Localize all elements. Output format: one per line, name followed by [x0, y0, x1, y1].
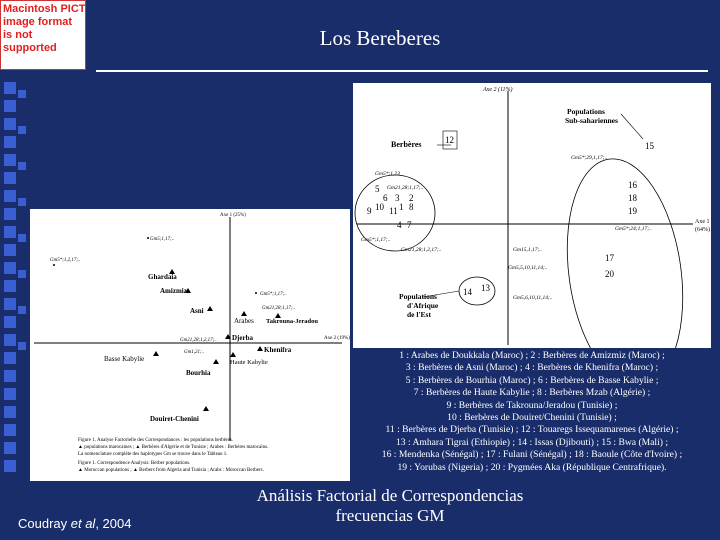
population-marker-basse-kabylie	[153, 351, 159, 356]
strip-square	[4, 136, 16, 148]
bottom-title	[240, 486, 540, 526]
strip-square	[4, 226, 16, 238]
legend-line: 1 : Arabes de Doukkala (Maroc) ; 2 : Berbères de Amizmiz (Maroc) ;	[399, 350, 665, 361]
strip-square	[4, 424, 16, 436]
figure-caption-line: ▲ Moroccan populations ; ▲ Berbers from Algeria and Tunisia ; Arabs : Moroccan Berbers.	[78, 468, 264, 473]
legend-line: 16 : Mendenka (Sénégal) ; 17 : Fulani (Sénégal) ; 18 : Baoule (Côte d'Ivoire) ;	[381, 449, 683, 461]
population-label-takrouna: Takrouna-Jeradou	[266, 318, 319, 325]
decorative-strip	[0, 70, 26, 540]
population-label-amizmiz: Amizmiz	[160, 287, 187, 295]
strip-square-small	[18, 162, 26, 170]
haplotype-label: Gm21,28;1,17;..	[262, 306, 296, 311]
strip-square-small	[18, 234, 26, 242]
strip-square	[4, 100, 16, 112]
population-label-ghardaia: Ghardaia	[148, 273, 177, 281]
strip-square	[4, 82, 16, 94]
haplotype-point	[147, 237, 149, 239]
figure-caption-line: La nomenclature complète des haplotypes Gm se trouve dans le Tableau 1.	[78, 452, 228, 457]
population-label-arabes: Arabes	[234, 317, 254, 325]
population-number-4: 4	[397, 220, 402, 230]
legend-line: 19 : Yorubas (Nigeria) ; 20 : Pygmées Aka (République Centrafrique).	[397, 461, 667, 473]
legend-line: 5 : Berbères de Bourhia (Maroc) ; 6 : Berbères de Basse Kabylie ;	[405, 374, 659, 386]
population-number-10: 10	[375, 202, 384, 212]
strip-square	[4, 352, 16, 364]
strip-square-small	[18, 126, 26, 134]
haplotype-label: Gm5*;1,17;..	[260, 292, 287, 297]
population-marker-bourhia	[213, 359, 219, 364]
population-label-djerba: Djerba	[232, 334, 253, 342]
figure-caption-line: ▲ populations marocaines ; ▲ Berbères d'Algérie et de Tunisie ; Arabes : Berbères marocains.	[78, 445, 269, 450]
population-label-haute-kabylie: Haute Kabylie	[230, 359, 268, 366]
haplotype-label: Gm21,28;1,2,17;..	[401, 247, 442, 253]
figure-berber-african-correspondence-analysis	[353, 83, 711, 348]
population-number-15: 15	[645, 141, 654, 151]
population-label-khenifra: Khenifra	[264, 346, 292, 354]
unsupported-image-message: Macintosh PICT image format is not supported	[3, 3, 86, 54]
strip-square	[4, 154, 16, 166]
legend-line: 13 : Amhara Tigrai (Ethiopie) ; 14 : Issas (Djibouti) ; 15 : Bwa (Mali) ;	[395, 436, 669, 448]
group-label-east-africa-line: d'Afrique	[407, 301, 439, 310]
haplotype-label: Gm5,6,10,11,14;..	[513, 295, 553, 301]
population-marker-haute-kabylie	[230, 352, 236, 357]
population-number-12: 12	[445, 135, 454, 145]
group-label-subsaharan	[565, 107, 618, 125]
haplotype-point	[53, 264, 55, 266]
haplotype-label: Gm5;1,17;..	[150, 237, 175, 242]
strip-square-small	[18, 90, 26, 98]
group-label-east-africa	[399, 292, 440, 319]
strip-square	[4, 442, 16, 454]
legend-line: 3 : Berbères de Asni (Maroc) ; 4 : Berbères de Khenifra (Maroc) ;	[405, 362, 659, 374]
strip-square	[4, 316, 16, 328]
figure-berber-correspondence-analysis	[30, 209, 350, 481]
population-label-bourhia: Bourhia	[186, 369, 211, 377]
strip-square	[4, 388, 16, 400]
population-number-2: 2	[409, 193, 414, 203]
strip-square-small	[18, 306, 26, 314]
strip-square	[4, 460, 16, 472]
population-number-17: 17	[605, 253, 614, 263]
population-marker-arabes	[241, 311, 247, 316]
haplotype-label: Gm5*;29,1,17;..	[571, 155, 608, 161]
strip-square	[4, 280, 16, 292]
population-number-16: 16	[628, 180, 637, 190]
population-number-1: 1	[399, 202, 404, 212]
population-legend	[353, 350, 711, 474]
strip-square	[4, 370, 16, 382]
population-label-basse-kabylie: Basse Kabylie	[104, 355, 145, 363]
group-label-berbers: Berbères	[391, 140, 422, 149]
axis-2-label: Axe 2 (19%)	[324, 336, 350, 341]
haplotype-label: Gm5*;1,17;..	[361, 237, 391, 243]
legend-line: 10 : Berbères de Douiret/Chenini (Tunisie) ;	[447, 412, 617, 424]
strip-square-small	[18, 270, 26, 278]
population-number-7: 7	[407, 220, 412, 230]
leader-line	[621, 114, 643, 139]
population-marker-douiret	[203, 406, 209, 411]
population-label-douiret: Douiret-Chenini	[150, 415, 199, 423]
strip-square-small	[18, 342, 26, 350]
strip-square	[4, 172, 16, 184]
credit-author: Coudray	[18, 516, 71, 531]
population-number-3: 3	[395, 193, 400, 203]
figure-caption-line: Figure 1. Correspondence Analysis: Berber populations.	[78, 461, 191, 466]
haplotype-label: Gm15,1,17;..	[513, 247, 543, 253]
population-marker-asni	[207, 306, 213, 311]
group-label-east-africa-line: Populations	[399, 292, 437, 301]
unsupported-image-placeholder	[0, 0, 86, 70]
bottom-title-line-1: Análisis Factorial de Correspondencias	[256, 486, 524, 505]
source-credit	[18, 516, 131, 531]
credit-et-al: et al	[70, 516, 96, 531]
population-number-9: 9	[367, 206, 372, 216]
bottom-title-line-2: frecuencias GM	[335, 506, 445, 525]
population-number-18: 18	[628, 193, 637, 203]
subsaharan-cluster-outline	[554, 151, 697, 348]
legend-line: 11 : Berbères de Djerba (Tunisie) ; 12 : Touaregs Issequamarenes (Algérie) ;	[385, 424, 679, 436]
population-number-8: 8	[409, 202, 414, 212]
legend-line: 9 : Berbères de Takrouna/Jeradou (Tunisie) ;	[446, 399, 618, 411]
axis-1-percent: (64%)	[695, 227, 710, 233]
population-number-5: 5	[375, 184, 380, 194]
population-number-19: 19	[628, 206, 637, 216]
strip-square	[4, 208, 16, 220]
strip-square	[4, 262, 16, 274]
population-number-14: 14	[463, 287, 472, 297]
population-number-13: 13	[481, 283, 490, 293]
strip-square	[4, 190, 16, 202]
population-number-20: 20	[605, 269, 614, 279]
strip-square	[4, 118, 16, 130]
haplotype-label: Gm21,28;1,17;..	[387, 185, 424, 191]
strip-square	[4, 244, 16, 256]
legend-line: 7 : Berbères de Haute Kabylie ; 8 : Berbères Mzab (Algérie) ;	[413, 387, 651, 399]
population-number-11: 11	[389, 206, 398, 216]
haplotype-label: Gm1,21;..	[184, 350, 205, 355]
group-label-subsaharan-line: Populations	[567, 107, 605, 116]
axis-1-label: Axe 1	[695, 219, 710, 225]
title-underline	[96, 70, 708, 72]
population-marker-khenifra	[257, 346, 263, 351]
strip-square	[4, 334, 16, 346]
haplotype-label: Gm21,28;1,2,17;..	[180, 338, 217, 343]
credit-year: , 2004	[95, 516, 132, 531]
slide-title: Los Bereberes	[319, 26, 441, 50]
haplotype-label: Gm5*;24;1,17;..	[615, 226, 652, 232]
haplotype-label: Gm5,5,10,11,14;..	[508, 265, 548, 271]
population-label-asni: Asni	[190, 307, 204, 315]
population-number-6: 6	[383, 193, 388, 203]
haplotype-point	[255, 292, 257, 294]
figure-caption-line: Figure 1. Analyse Factorielle des Correspondances : les populations berbères.	[78, 438, 234, 443]
haplotype-label: Gm5*;1,2,17;..	[50, 258, 81, 263]
axis-2-label: Axe 2 (11%)	[483, 87, 513, 93]
strip-square-small	[18, 198, 26, 206]
group-label-east-africa-line: de l'Est	[407, 310, 431, 319]
group-label-subsaharan-line: Sub-sahariennes	[565, 116, 618, 125]
axis-1-label: Axe 1 (25%)	[220, 213, 246, 218]
haplotype-label: Gm5*;1,23	[375, 171, 400, 177]
strip-square	[4, 298, 16, 310]
strip-square	[4, 406, 16, 418]
